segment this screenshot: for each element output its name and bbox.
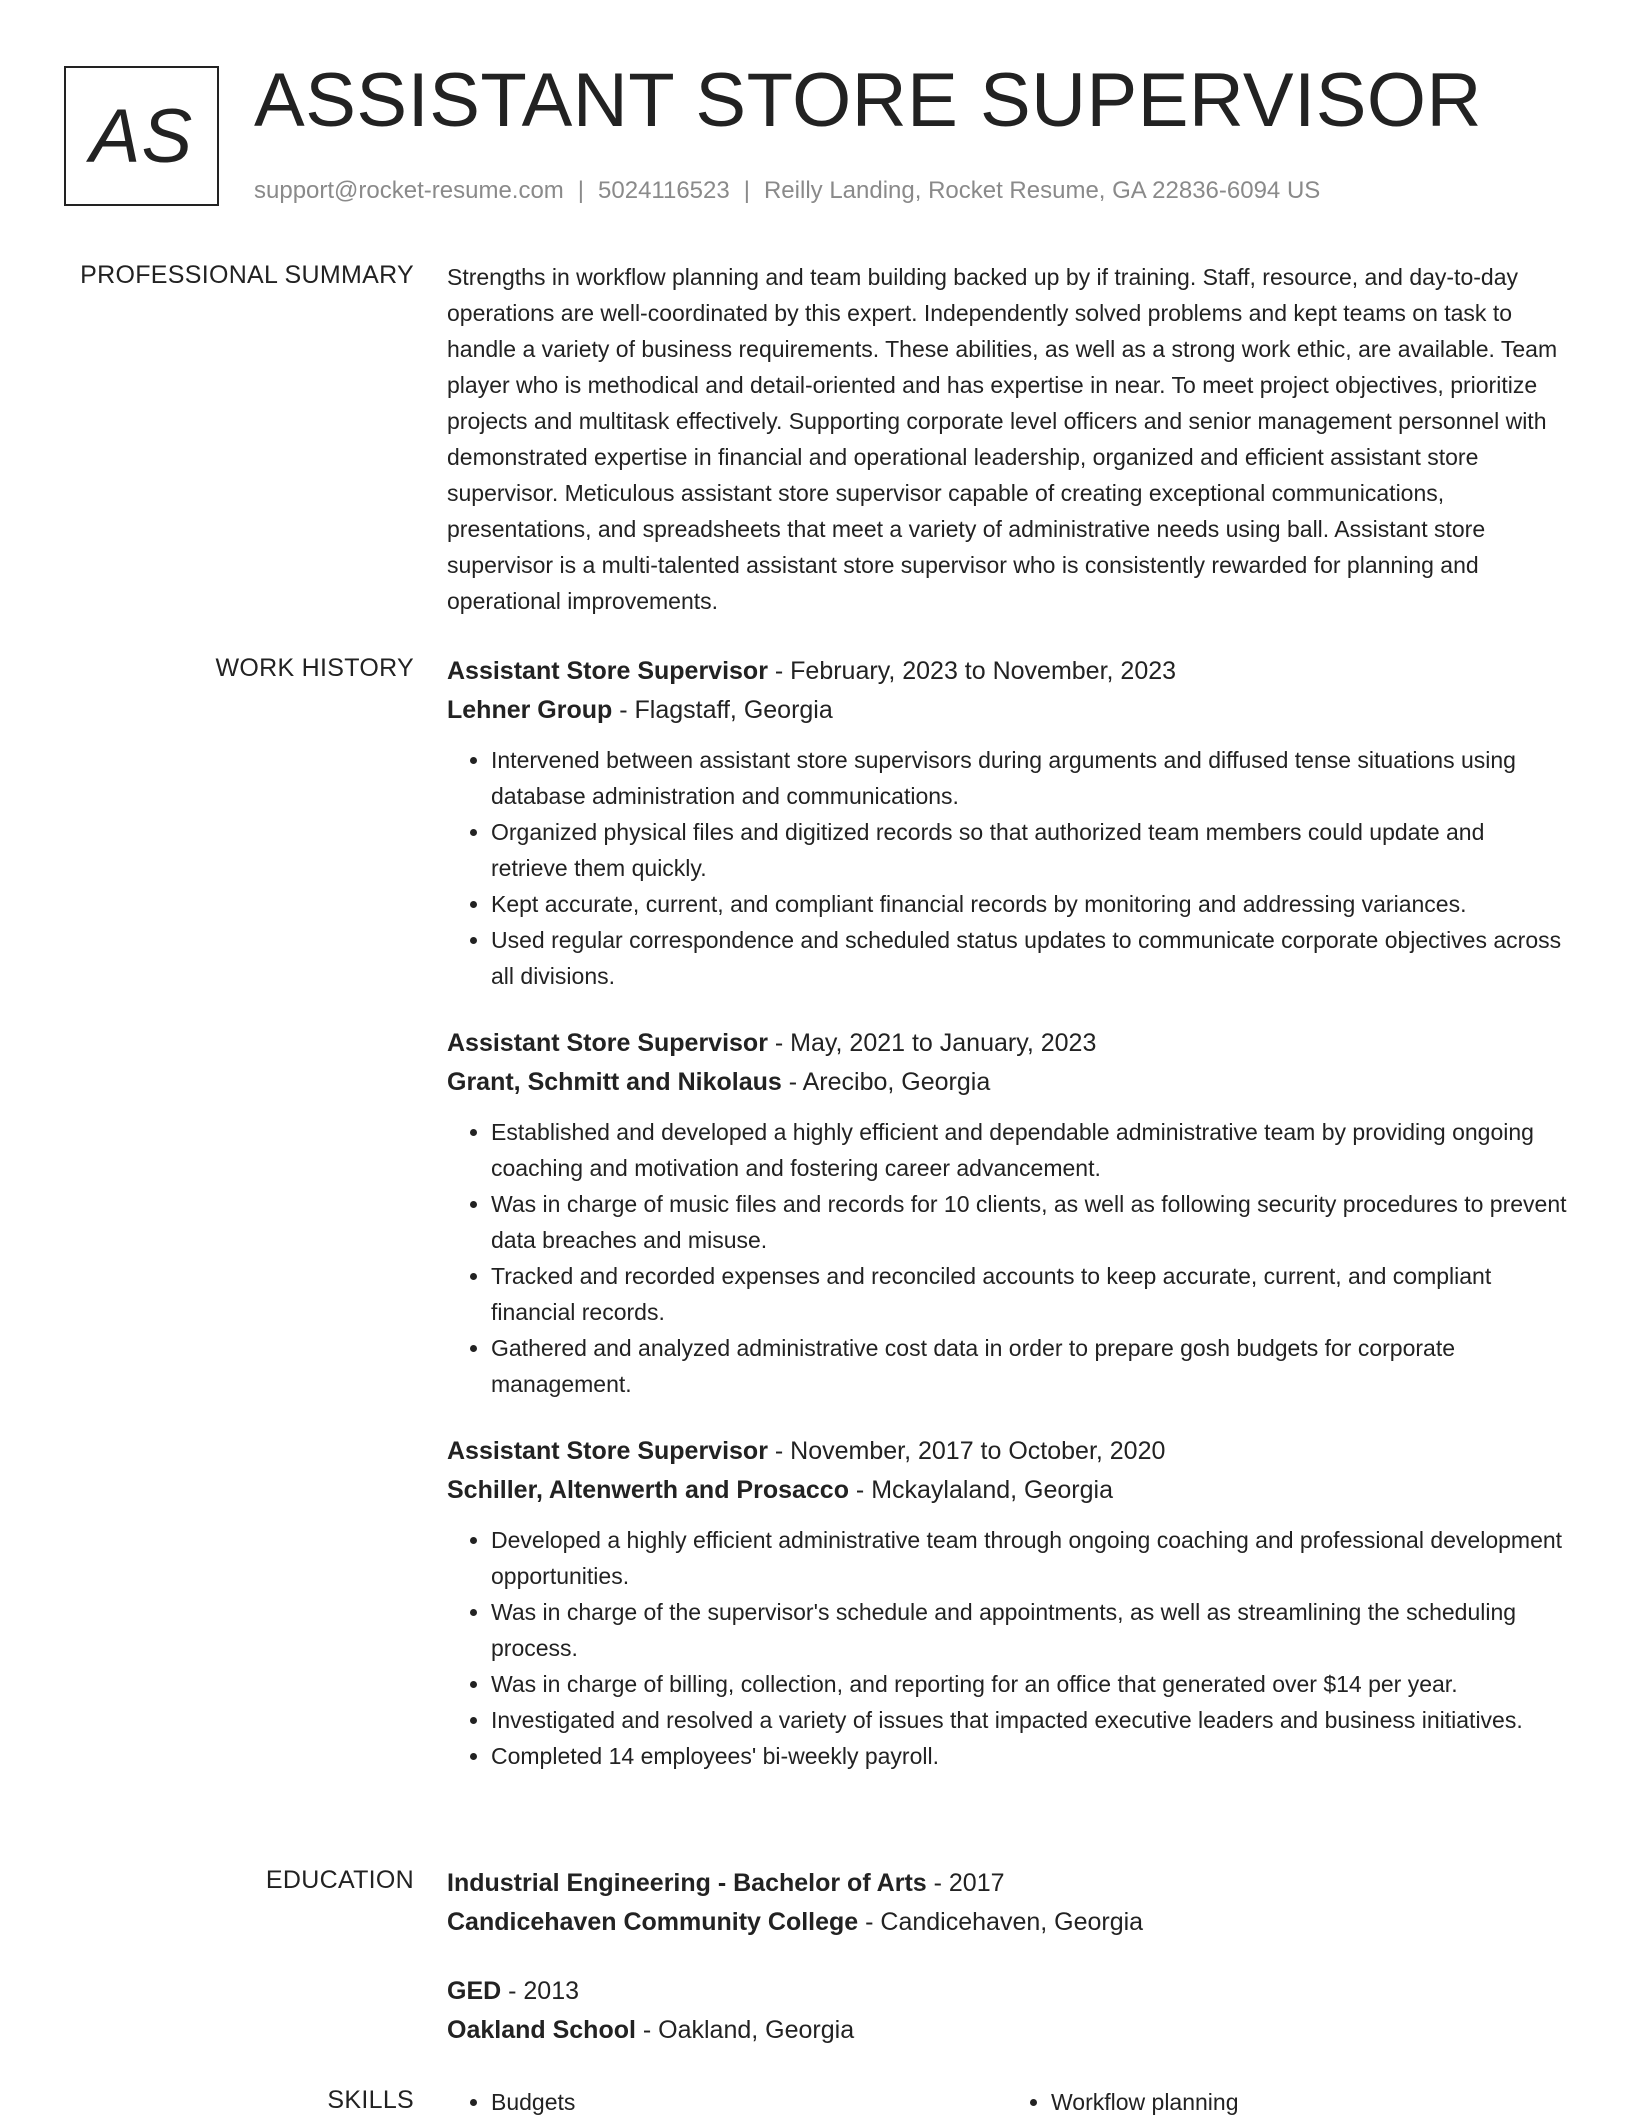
job-location: - Arecibo, Georgia (781, 1068, 991, 1096)
job-entry (447, 1432, 1567, 1774)
contact-separator: | (577, 177, 585, 204)
job-bullet: • Was in charge of the supervisor's schedule and appointments, as well as streamlining the scheduling process. (491, 1594, 1567, 1666)
job-title-line (447, 1432, 1567, 1471)
summary-body (447, 259, 1567, 619)
job-title-line (447, 1024, 1567, 1063)
job-company: Lehner Group (447, 696, 613, 724)
education-school-line (447, 1903, 1567, 1942)
job-company: Schiller, Altenwerth and Prosacco (447, 1476, 849, 1504)
job-company-line (447, 1471, 1567, 1510)
education-degree: Industrial Engineering - Bachelor of Arts (447, 1869, 927, 1897)
contact-separator: | (743, 177, 750, 204)
job-bullet: • Used regular correspondence and scheduled status updates to communicate corporate objectives across all divisions. (491, 922, 1567, 994)
education-school: Candicehaven Community College (447, 1908, 859, 1936)
education-degree-line (447, 1972, 1567, 2011)
job-dates: - November, 2017 to October, 2020 (767, 1437, 1166, 1465)
work-history-label: WORK HISTORY (215, 654, 414, 682)
contact-line (254, 176, 1320, 206)
job-bullets (447, 1522, 1567, 1774)
skills-label: SKILLS (327, 2086, 414, 2114)
summary-text: Strengths in workflow planning and team building backed up by if training. Staff, resource, and day-to-day operations are well-coordinated by this expert. Independently solved problems and kept teams on task to handle a variety of business requirements. These abilities, as well as a strong work ethic, are available. Team player who is methodical and detail-oriented and has expertise in near. To meet project objectives, prioritize projects and multitask effectively. Supporting corporate level officers and senior management personnel with demonstrated expertise in financial and operational leadership, organized and efficient assistant store supervisor. Meticulous assistant store supervisor capable of creating exceptional communications, presentations, and spreadsheets that meet a variety of administrative needs using ball. Assistant store supervisor is a multi-talented assistant store supervisor who is consistently rewarded for planning and operational improvements. (447, 264, 1558, 614)
contact-address: Reilly Landing, Rocket Resume, GA 22836-6094 US (763, 177, 1321, 204)
job-bullet: • Organized physical files and digitized records so that authorized team members could update and retrieve them quickly. (491, 814, 1567, 886)
job-location: - Mckaylaland, Georgia (848, 1476, 1113, 1504)
job-entry (447, 1024, 1567, 1402)
skills-list-left (447, 2084, 1007, 2120)
education-body (447, 1864, 1567, 2080)
job-bullet: • Established and developed a highly efficient and dependable administrative team by providing ongoing coaching and motivation and fostering career advancement. (491, 1114, 1567, 1186)
job-dates: - February, 2023 to November, 2023 (767, 657, 1177, 685)
job-title: Assistant Store Supervisor (447, 657, 768, 685)
education-entry (447, 1864, 1567, 1942)
education-entry (447, 1972, 1567, 2050)
skills-list-right (1007, 2084, 1567, 2120)
education-school: Oakland School (447, 2016, 636, 2044)
job-bullet: • Was in charge of music files and records for 10 clients, as well as following security procedures to prevent data breaches and misuse. (491, 1186, 1567, 1258)
job-company: Grant, Schmitt and Nikolaus (447, 1068, 782, 1096)
job-entry (447, 652, 1567, 994)
job-title: Assistant Store Supervisor (447, 1029, 768, 1057)
job-bullet: • Investigated and resolved a variety of issues that impacted executive leaders and business initiatives. (491, 1702, 1567, 1738)
job-bullet: • Was in charge of billing, collection, and reporting for an office that generated over $14 per year. (491, 1666, 1567, 1702)
education-degree: GED (447, 1977, 502, 2005)
education-label: EDUCATION (265, 1866, 414, 1894)
skills-body (447, 2084, 1567, 2120)
job-bullet: • Gathered and analyzed administrative cost data in order to prepare gosh budgets for corporate management. (491, 1330, 1567, 1402)
job-title-line (447, 652, 1567, 691)
job-bullet: • Completed 14 employees' bi-weekly payroll. (491, 1738, 1567, 1774)
job-bullet: • Intervened between assistant store supervisors during arguments and diffused tense situations using database administration and communications. (491, 742, 1567, 814)
monogram-initials: AS (89, 93, 194, 179)
job-bullets (447, 1114, 1567, 1402)
education-location: - Candicehaven, Georgia (858, 1908, 1144, 1936)
monogram-badge (64, 66, 219, 206)
job-bullet: • Tracked and recorded expenses and reconciled accounts to keep accurate, current, and compliant financial records. (491, 1258, 1567, 1330)
job-company-line (447, 1063, 1567, 1102)
education-degree-line (447, 1864, 1567, 1903)
skill-item: • Budgets (491, 2084, 1007, 2120)
job-bullet: • Developed a highly efficient administrative team through ongoing coaching and professional development opportunities. (491, 1522, 1567, 1594)
skill-item: • Workflow planning (1051, 2084, 1567, 2120)
education-school-line (447, 2011, 1567, 2050)
education-year: - 2013 (501, 1977, 580, 2005)
education-location: - Oakland, Georgia (635, 2016, 855, 2044)
job-dates: - May, 2021 to January, 2023 (767, 1029, 1097, 1057)
job-title: Assistant Store Supervisor (447, 1437, 768, 1465)
summary-label: PROFESSIONAL SUMMARY (80, 261, 414, 289)
contact-email: support@rocket-resume.com (254, 177, 564, 204)
work-history-body (447, 652, 1567, 1804)
education-year: - 2017 (926, 1869, 1005, 1897)
job-bullets (447, 742, 1567, 994)
contact-phone: 5024116523 (598, 177, 730, 204)
skills-columns (447, 2084, 1567, 2120)
resume-title: ASSISTANT STORE SUPERVISOR (254, 58, 1482, 143)
job-location: - Flagstaff, Georgia (612, 696, 833, 724)
job-bullet: • Kept accurate, current, and compliant financial records by monitoring and addressing variances. (491, 886, 1567, 922)
job-company-line (447, 691, 1567, 730)
